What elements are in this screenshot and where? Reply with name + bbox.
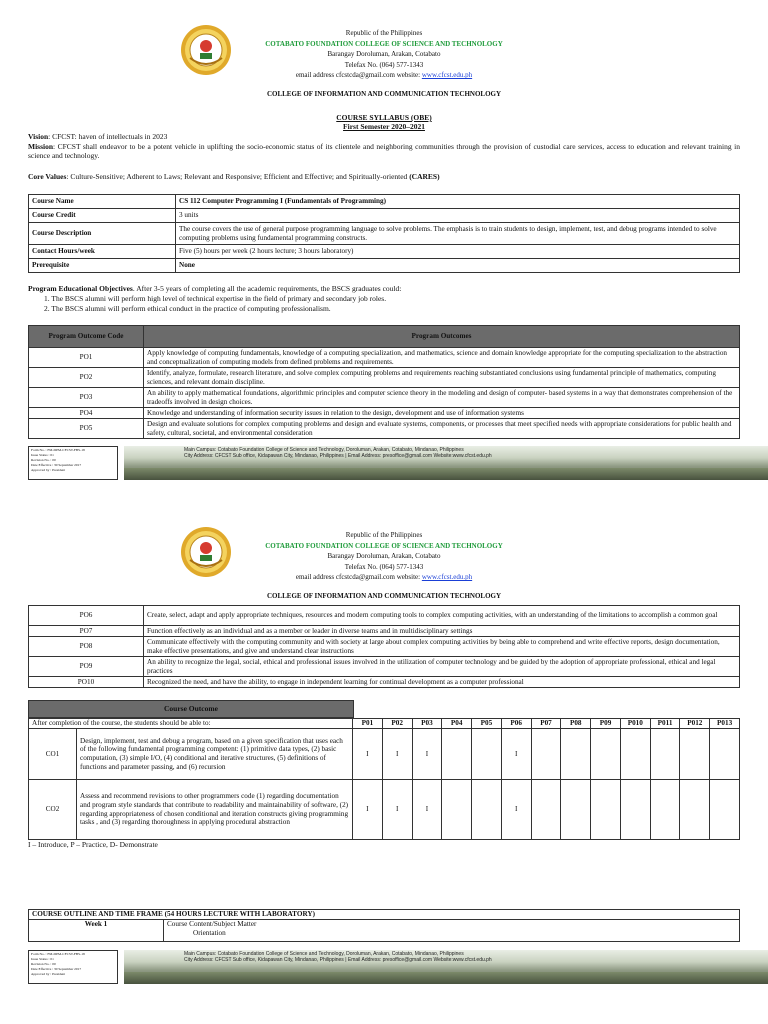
col-header-po: P02	[382, 719, 412, 729]
peo-item: 1. The BSCS alumni will perform high level of technical expertise in the field of primary and secondary job roles.	[44, 294, 387, 303]
co-text: Assess and recommend revisions to other programmers code (1) regarding documentation and program style standards that contribute to readability and maintainability of software, (2) regarding appropriateness of chosen conditional and iteration constructs giving programming tasks , and (3) regarding thoroughness in applying procedural abstraction	[77, 780, 353, 840]
vision-text: : CFCST: haven of intellectuals in 2023	[48, 132, 168, 141]
course-info-label: Course Name	[29, 195, 176, 209]
co-mark: I	[382, 780, 412, 840]
course-info-row	[29, 245, 740, 259]
letterhead	[0, 530, 768, 601]
col-header-po: P01	[353, 719, 383, 729]
po-text: An ability to recognize the legal, social, ethical and professional issues involved in the utilization of computer technology and be guided by the adoption of appropriate professional, ethical and legal practices	[144, 657, 740, 677]
co-legend: I – Introduce, P – Practice, D- Demonstrate	[28, 840, 158, 849]
footer-banner-image	[124, 950, 768, 984]
form-line: Approved by : President	[31, 468, 66, 472]
course-content-cell	[164, 920, 740, 942]
footer-banner-image	[124, 446, 768, 480]
po-code: PO2	[29, 368, 144, 388]
program-outcomes-table	[28, 325, 740, 439]
po-text: Recognized the need, and have the ability, to engage in independent learning for continual development as a computer professional	[144, 677, 740, 688]
col-header-po: P09	[591, 719, 621, 729]
col-header-po: P010	[620, 719, 650, 729]
po-code: PO3	[29, 388, 144, 408]
table-row	[29, 626, 740, 637]
course-info-label: Contact Hours/week	[29, 245, 176, 259]
col-header-po: P07	[531, 719, 561, 729]
website-link[interactable]: www.cfcst.edu.ph	[421, 573, 473, 581]
form-info-box	[28, 446, 118, 480]
mission-text: : CFCST shall endeavor to be a potent vehicle in uplifting the socio-economic status of its clientele and neighboring communities through the provision of custodial care services, access to education and relevant training in science and technology.	[28, 142, 740, 161]
table-header-row	[29, 326, 740, 348]
col-header-po: P08	[561, 719, 591, 729]
address-line: Barangay Doroluman, Arakan, Cotabato	[327, 552, 441, 560]
course-info-label: Course Credit	[29, 209, 176, 223]
course-outline-title: COURSE OUTLINE AND TIME FRAME (54 HOURS LECTURE WITH LABORATORY)	[29, 910, 740, 920]
core-values-text: : Culture-Sensitive; Adherent to Laws; Relevant and Responsive; Efficient and Effective; and Spiritually-oriented	[66, 172, 410, 181]
email-text: email address cfcstcda@gmail.com website:	[295, 573, 422, 581]
po-text: An ability to apply mathematical foundations, algorithmic principles and computer science theory in the modeling and design of computer- based systems in a way that demonstrates comprehension of the tradeoffs involved in design choices.	[144, 388, 740, 408]
form-line: Date Effective : 30 September 2017	[31, 463, 82, 467]
email-text: email address cfcstcda@gmail.com website:	[295, 71, 422, 79]
co-mark: I	[501, 729, 531, 780]
course-info-row	[29, 259, 740, 273]
footer-banner-text	[184, 951, 492, 963]
po-code: PO8	[29, 637, 144, 657]
course-info-value: None	[176, 259, 740, 273]
col-header-po-code: Program Outcome Code	[29, 326, 144, 348]
co-mark	[531, 729, 561, 780]
co-mark	[472, 780, 502, 840]
table-row	[29, 368, 740, 388]
col-header-po: P012	[680, 719, 710, 729]
course-info-row	[29, 195, 740, 209]
core-values-acronym: (CARES)	[409, 172, 440, 181]
page-1	[0, 0, 768, 500]
core-values	[28, 172, 740, 181]
table-row	[29, 408, 740, 419]
co-mark	[442, 780, 472, 840]
peo-label: Program Educational Objectives	[28, 284, 133, 293]
po-text: Design and evaluate solutions for complex computing problems and design and evaluate systems, components, or processes that meet specified needs with appropriate considerations for public health and safety, cultural, societal, and environmental consideration	[144, 419, 740, 439]
course-info-value: CS 112 Computer Programming I (Fundamentals of Programming)	[176, 195, 740, 209]
table-row	[29, 920, 740, 942]
table-row	[29, 729, 740, 780]
college-name: COLLEGE OF INFORMATION AND COMMUNICATION TECHNOLOGY	[266, 591, 502, 600]
mission-statement	[28, 142, 740, 160]
course-outline-table	[28, 909, 740, 942]
course-info-value: 3 units	[176, 209, 740, 223]
co-code: CO1	[29, 729, 77, 780]
co-mark: I	[412, 729, 442, 780]
telefax-line: Telefax No. (064) 577-1343	[344, 562, 424, 571]
col-header-po: P04	[442, 719, 472, 729]
po-code: PO6	[29, 606, 144, 626]
po-code: PO5	[29, 419, 144, 439]
banner-line: Main Campus: Cotabato Foundation College of Science and Technology, Doroluman, Arakan, Cotabato, Mindanao, Philippines	[184, 447, 464, 453]
po-code: PO10	[29, 677, 144, 688]
po-text: Communicate effectively with the computing community and with society at large about complex computing activities by being able to comprehend and write effective reports, design documentation, make effective presentations, and give and understand clear instructions	[144, 637, 740, 657]
banner-line: City Address: CFCST Sub office, Kidapawan City, Mindanao, Philippines | Email Address: presoffice@gmail.com Website:www.cfcst.edu.ph	[184, 453, 492, 459]
address-line: Barangay Doroluman, Arakan, Cotabato	[327, 50, 441, 58]
course-info-row	[29, 223, 740, 245]
table-row	[29, 780, 740, 840]
po-text: Create, select, adapt and apply appropriate techniques, resources and modern computing tools to complex computing activities, with an understanding of the limitations to accomplish a common goal	[144, 606, 740, 626]
form-line: Issue Status : 01	[31, 957, 54, 961]
course-info-label: Course Description	[29, 223, 176, 245]
course-content-item: Orientation	[193, 928, 226, 937]
po-text: Identify, analyze, formulate, research literature, and solve complex computing problems and requirements reaching substantiated conclusions using fundamental principle of mathematics, computing sciences, and relevant domain discipline.	[144, 368, 740, 388]
table-header-row	[29, 719, 740, 729]
co-code: CO2	[29, 780, 77, 840]
program-outcomes-table-continued	[28, 605, 740, 688]
co-subheader: After completion of the course, the students should be able to:	[29, 719, 353, 729]
course-info-row	[29, 209, 740, 223]
co-mark	[710, 780, 740, 840]
co-mark	[680, 780, 710, 840]
table-row	[29, 348, 740, 368]
co-mark	[591, 780, 621, 840]
page-footer	[28, 950, 768, 986]
col-header-po: P013	[710, 719, 740, 729]
syllabus-title: COURSE SYLLABUS (OBE)	[336, 113, 432, 122]
form-info-box	[28, 950, 118, 984]
republic-line: Republic of the Philippines	[345, 29, 423, 37]
core-values-label: Core Values	[28, 172, 67, 181]
po-text: Apply knowledge of computing fundamentals, knowledge of a computing specialization, and mathematics, science and domain knowledge appropriate for the computing specialization to the abstraction and conceptualization of computing models from defined problems and requirements.	[144, 348, 740, 368]
table-row	[29, 419, 740, 439]
po-code: PO4	[29, 408, 144, 419]
col-header-po: P03	[412, 719, 442, 729]
col-header-po: P06	[501, 719, 531, 729]
co-mark	[561, 729, 591, 780]
co-text: Design, implement, test and debug a program, based on a given specification that uses each of the following fundamental programming competent: (1) primitive data types, (2) basic computation, (3) simple I/O, (4) conditional and iterative structures, (5) definitions of functions and parameter passing, and (6) recursion	[77, 729, 353, 780]
co-mark: I	[353, 729, 383, 780]
co-mark	[442, 729, 472, 780]
course-outcomes-table	[28, 718, 740, 840]
co-mark: I	[412, 780, 442, 840]
co-mark: I	[501, 780, 531, 840]
co-mark	[531, 780, 561, 840]
po-text: Knowledge and understanding of information security issues in relation to the design, development and use of information systems	[144, 408, 740, 419]
form-line: Form No. : FM-DPM-CFCST-FBS-18	[31, 448, 85, 452]
po-text: Function effectively as an individual and as a member or leader in diverse teams and in multidisciplinary settings	[144, 626, 740, 637]
college-name: COLLEGE OF INFORMATION AND COMMUNICATION TECHNOLOGY	[266, 89, 502, 98]
table-row	[29, 657, 740, 677]
website-link[interactable]: www.cfcst.edu.ph	[421, 71, 473, 79]
course-info-value: The course covers the use of general purpose programming language to solve problems. The emphasis is to train students to design, implement, test, and debug programs intended to solve computing problems using fundamental programming constructs.	[176, 223, 740, 245]
course-content-label: Course Content/Subject Matter	[167, 920, 257, 928]
table-row	[29, 677, 740, 688]
form-line: Revision No. : 00	[31, 458, 56, 462]
col-header-po: P05	[472, 719, 502, 729]
form-line: Approved by : President	[31, 972, 66, 976]
course-outcome-title-cell	[28, 700, 354, 718]
co-mark	[620, 729, 650, 780]
table-row	[29, 637, 740, 657]
semester-line: First Semester 2020–2021	[343, 122, 425, 131]
po-code: PO9	[29, 657, 144, 677]
banner-line: City Address: CFCST Sub office, Kidapawan City, Mindanao, Philippines | Email Address: presoffice@gmail.com Website:www.cfcst.edu.ph	[184, 957, 492, 963]
col-header-po-outcomes: Program Outcomes	[144, 326, 740, 348]
form-line: Issue Status : 01	[31, 453, 54, 457]
co-mark	[561, 780, 591, 840]
po-code: PO1	[29, 348, 144, 368]
form-line: Form No. : FM-DPM-CFCST-FBS-18	[31, 952, 85, 956]
republic-line: Republic of the Philippines	[345, 531, 423, 539]
contact-line	[0, 70, 768, 81]
page-footer	[28, 446, 768, 482]
peo-intro-text: . After 3-5 years of completing all the academic requirements, the BSCS graduates could:	[132, 284, 402, 293]
peo-item: 2. The BSCS alumni will perform ethical conduct in the practice of computing professionalism.	[44, 304, 331, 313]
banner-line: Main Campus: Cotabato Foundation College of Science and Technology, Doroluman, Arakan, Cotabato, Mindanao, Philippines	[184, 951, 464, 957]
week-label: Week 1	[29, 920, 164, 942]
co-mark	[620, 780, 650, 840]
co-mark	[650, 729, 680, 780]
contact-line	[0, 572, 768, 583]
co-mark	[650, 780, 680, 840]
peo-intro	[28, 284, 740, 293]
institution-name: COTABATO FOUNDATION COLLEGE OF SCIENCE AND TECHNOLOGY	[265, 39, 503, 48]
table-row	[29, 388, 740, 408]
landscape-hill	[124, 972, 768, 984]
course-outcome-title: Course Outcome	[164, 704, 218, 713]
page-2	[0, 500, 768, 1024]
letterhead	[0, 28, 768, 99]
mission-label: Mission	[28, 142, 54, 151]
po-code: PO7	[29, 626, 144, 637]
co-mark: I	[382, 729, 412, 780]
vision-label: Vision	[28, 132, 49, 141]
institution-name: COTABATO FOUNDATION COLLEGE OF SCIENCE AND TECHNOLOGY	[265, 541, 503, 550]
table-row	[29, 606, 740, 626]
telefax-line: Telefax No. (064) 577-1343	[344, 60, 424, 69]
co-mark	[591, 729, 621, 780]
course-info-label: Prerequisite	[29, 259, 176, 273]
course-info-table	[28, 194, 740, 273]
vision-statement	[28, 132, 740, 141]
form-line: Date Effective : 30 September 2017	[31, 967, 82, 971]
course-info-value: Five (5) hours per week (2 hours lecture; 3 hours laboratory)	[176, 245, 740, 259]
footer-banner-text	[184, 447, 492, 459]
co-mark	[710, 729, 740, 780]
co-mark	[680, 729, 710, 780]
co-mark	[472, 729, 502, 780]
form-line: Revision No. : 00	[31, 962, 56, 966]
co-mark: I	[353, 780, 383, 840]
col-header-po: P011	[650, 719, 680, 729]
landscape-hill	[124, 468, 768, 480]
table-header-row	[29, 910, 740, 920]
